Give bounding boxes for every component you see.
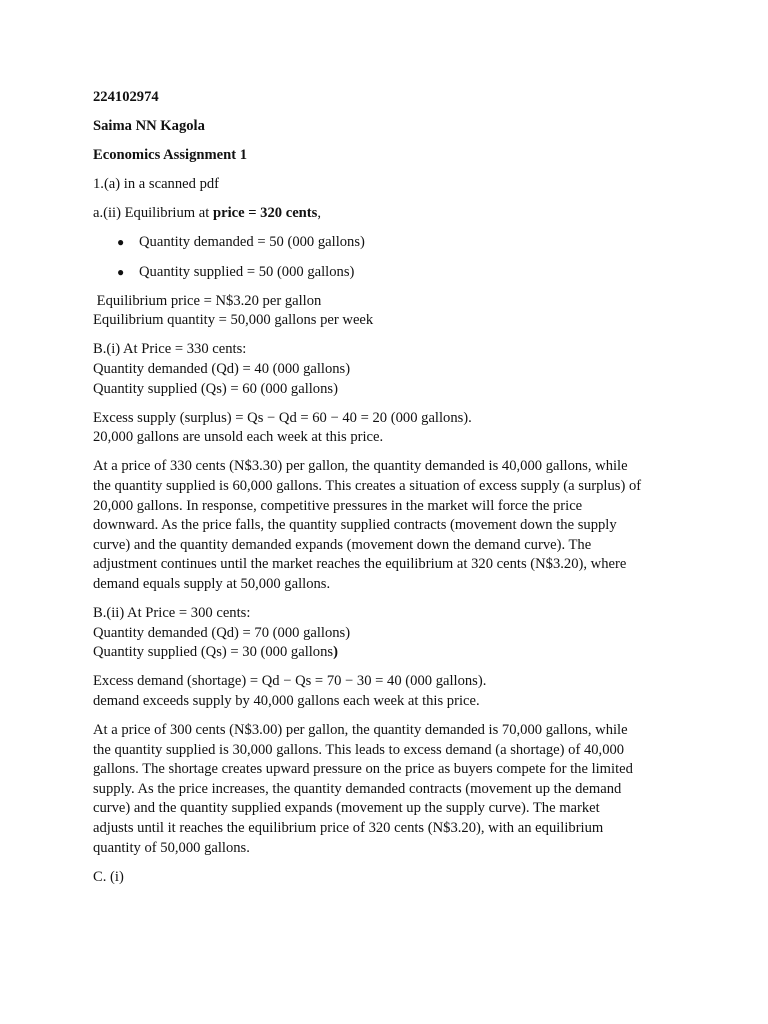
explanation-line: downward. As the price falls, the quantity supplied contracts (movement down the supply [93, 517, 617, 534]
question-1a-note: 1.(a) in a scanned pdf [93, 176, 220, 193]
bii-excess-demand: Excess demand (shortage) = Qd − Qs = 70 − 30 = 40 (000 gallons). [93, 673, 487, 690]
bii-quantity-supplied-line [93, 643, 693, 663]
section-bi-excess [93, 409, 693, 448]
explanation-line: gallons. The shortage creates upward pressure on the price as buyers compete for the limited [93, 761, 633, 778]
bullet-dot-icon: ● [117, 264, 125, 279]
document-page [93, 88, 693, 897]
explanation-line: At a price of 300 cents (N$3.00) per gallon, the quantity demanded is 70,000 gallons, while [93, 721, 628, 738]
bi-heading: B.(i) At Price = 330 cents: [93, 341, 247, 358]
explanation-line: the quantity supplied is 60,000 gallons. This creates a situation of excess supply (a surplus) of [93, 477, 642, 494]
section-bi-explanation [93, 457, 693, 594]
equilibrium-quantity-line: Equilibrium quantity = 50,000 gallons per week [93, 312, 374, 329]
bii-closing-paren: ) [333, 644, 338, 661]
assignment-title: Economics Assignment 1 [93, 147, 248, 164]
explanation-line: the quantity supplied is 30,000 gallons. This leads to excess demand (a shortage) of 40,000 [93, 741, 625, 758]
explanation-line: supply. As the price increases, the quantity demanded contracts (movement up the demand [93, 780, 622, 797]
student-id: 224102974 [93, 89, 159, 105]
bii-quantity-supplied: Quantity supplied (Qs) = 30 (000 gallons [93, 644, 334, 661]
bullet-text: Quantity demanded = 50 (000 gallons) [139, 234, 365, 251]
aii-suffix: , [317, 205, 321, 222]
bii-quantity-demanded: Quantity demanded (Qd) = 70 (000 gallons) [93, 624, 351, 641]
explanation-line: curve) and the quantity supplied expands (movement up the supply curve). The market [93, 800, 600, 817]
equilibrium-bullet-list [93, 233, 693, 282]
bullet-quantity-supplied [93, 263, 693, 283]
bi-quantity-demanded: Quantity demanded (Qd) = 40 (000 gallons) [93, 360, 351, 377]
explanation-line: At a price of 330 cents (N$3.30) per gallon, the quantity demanded is 40,000 gallons, while [93, 458, 628, 475]
bullet-text: Quantity supplied = 50 (000 gallons) [139, 263, 355, 280]
question-aii-heading [93, 204, 693, 224]
explanation-line: demand equals supply at 50,000 gallons. [93, 575, 331, 592]
aii-equilibrium-price: price = 320 cents [212, 205, 318, 222]
bii-heading: B.(ii) At Price = 300 cents: [93, 604, 251, 621]
aii-prefix: a.(ii) Equilibrium at [93, 205, 213, 222]
bi-excess-supply: Excess supply (surplus) = Qs − Qd = 60 − 40 = 20 (000 gallons). [93, 409, 472, 426]
explanation-line: quantity of 50,000 gallons. [93, 839, 250, 856]
explanation-line: 20,000 gallons. In response, competitive pressures in the market will force the price [93, 497, 583, 514]
explanation-line: adjustment continues until the market reaches the equilibrium at 320 cents (N$3.20), where [93, 556, 627, 573]
explanation-line: adjusts until it reaches the equilibrium price of 320 cents (N$3.20), with an equilibrium [93, 819, 604, 836]
section-bi-data [93, 340, 693, 399]
bii-demand-exceeds: demand exceeds supply by 40,000 gallons each week at this price. [93, 692, 480, 709]
section-bii-excess [93, 672, 693, 711]
section-bii-data [93, 604, 693, 663]
equilibrium-price-line: Equilibrium price = N$3.20 per gallon [93, 292, 322, 309]
bullet-quantity-demanded [93, 233, 693, 253]
section-c-heading: C. (i) [93, 868, 124, 885]
explanation-line: curve) and the quantity demanded expands (movement down the demand curve). The [93, 536, 592, 553]
equilibrium-summary [93, 292, 693, 331]
bullet-dot-icon: ● [117, 235, 125, 250]
bi-unsold-gallons: 20,000 gallons are unsold each week at this price. [93, 429, 384, 446]
bi-quantity-supplied: Quantity supplied (Qs) = 60 (000 gallons) [93, 380, 338, 397]
section-bii-explanation [93, 721, 693, 858]
student-name: Saima NN Kagola [93, 118, 205, 135]
